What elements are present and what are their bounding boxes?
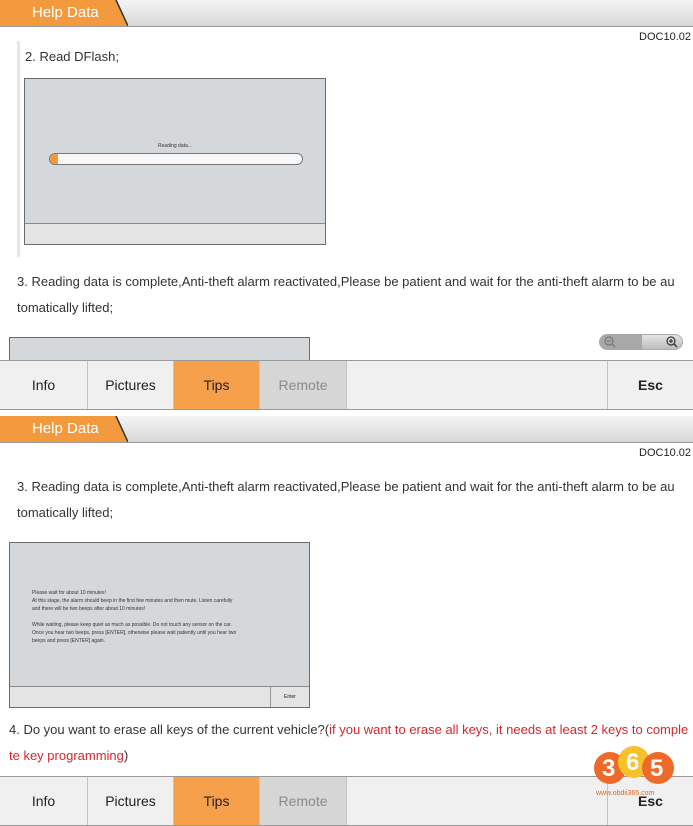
tips-button[interactable]: Tips	[174, 777, 260, 825]
doc-code: DOC10.02	[639, 447, 691, 459]
step-3-line-1: 3. Reading data is complete,Anti-theft alarm reactivated,Please be patient and wait for the anti-theft alarm to be au	[17, 479, 675, 494]
wait-instructions	[32, 589, 236, 645]
wait-instruction-line: At this stage, the alarm should beep in the first few minutes and then mute. Listen carefully	[32, 598, 233, 604]
dflash-screenshot	[24, 78, 326, 245]
help-panel-2	[0, 416, 693, 823]
panel-header	[0, 0, 693, 27]
wait-instruction-line: Please wait for about 10 minutes!	[32, 590, 106, 596]
esc-button[interactable]: Esc	[607, 361, 693, 409]
step-4-line-2	[9, 743, 128, 769]
zoom-out-button[interactable]	[600, 335, 642, 349]
step-4-warning-cont: te key programming	[9, 748, 124, 763]
wait-instruction-line	[32, 613, 236, 621]
next-screenshot-partial	[9, 337, 310, 360]
header-title: Help Data	[32, 4, 99, 21]
step-4-question: 4. Do you want to erase all keys of the current vehicle?(	[9, 722, 330, 737]
watermark-digit-2: 6	[626, 749, 640, 776]
esc-button[interactable]: Esc	[607, 777, 693, 825]
step-3-line-1: 3. Reading data is complete,Anti-theft alarm reactivated,Please be patient and wait for the anti-theft alarm to be au	[17, 274, 675, 289]
help-content[interactable]	[0, 27, 693, 360]
watermark-digit-3: 5	[650, 755, 664, 782]
bottom-toolbar	[0, 360, 693, 410]
step-4-warning: if you want to erase all keys, it needs at least 2 keys to comple	[329, 722, 689, 737]
pictures-button[interactable]: Pictures	[88, 777, 174, 825]
wait-instruction-line: beeps and press [ENTER] again.	[32, 638, 106, 644]
zoom-control	[599, 334, 683, 350]
reading-progress-fill	[50, 154, 58, 164]
remote-button[interactable]: Remote	[260, 361, 347, 409]
pictures-button[interactable]: Pictures	[88, 361, 174, 409]
info-button[interactable]: Info	[0, 777, 88, 825]
reading-progress-bar	[49, 153, 303, 165]
scroll-indent-bar	[17, 41, 20, 257]
step-3-line-2: tomatically lifted;	[17, 505, 114, 520]
step-4-line-1	[9, 717, 688, 743]
step-4-close-paren: )	[123, 748, 129, 763]
wait-instruction-line: Once you hear two beeps, press [ENTER], otherwise please wait patiently until you hear two	[32, 630, 237, 636]
header-tab	[0, 416, 128, 442]
step-3-line-2: tomatically lifted;	[17, 300, 114, 315]
wait-instruction-line: While waiting, please keep quiet as much as possible. Do not touch any sensor on the car.	[32, 622, 232, 628]
doc-code: DOC10.02	[639, 31, 691, 43]
help-content[interactable]	[0, 443, 693, 776]
screenshot-footer-bar	[10, 686, 309, 707]
info-button[interactable]: Info	[0, 361, 88, 409]
step-2-text: 2. Read DFlash;	[25, 49, 119, 64]
bottom-toolbar	[0, 776, 693, 826]
wait-instruction-line: and there will be two beeps after about 10 minutes!	[32, 606, 146, 612]
remote-button[interactable]: Remote	[260, 777, 347, 825]
watermark-digit-1: 3	[602, 755, 616, 782]
zoom-out-icon	[604, 336, 616, 348]
screenshot-footer-bar	[25, 223, 325, 244]
watermark-url: www.obdii365.com	[596, 790, 655, 797]
tips-button[interactable]: Tips	[174, 361, 260, 409]
reading-status: Reading data...	[158, 143, 192, 149]
help-panel-1	[0, 0, 693, 410]
zoom-in-button[interactable]	[664, 335, 680, 349]
header-tab	[0, 0, 128, 26]
header-title: Help Data	[32, 420, 99, 437]
enter-button: Enter	[270, 687, 309, 707]
zoom-in-icon	[666, 336, 678, 348]
obdii365-watermark-logo	[592, 738, 682, 808]
panel-header	[0, 416, 693, 443]
wait-screenshot	[9, 542, 310, 708]
